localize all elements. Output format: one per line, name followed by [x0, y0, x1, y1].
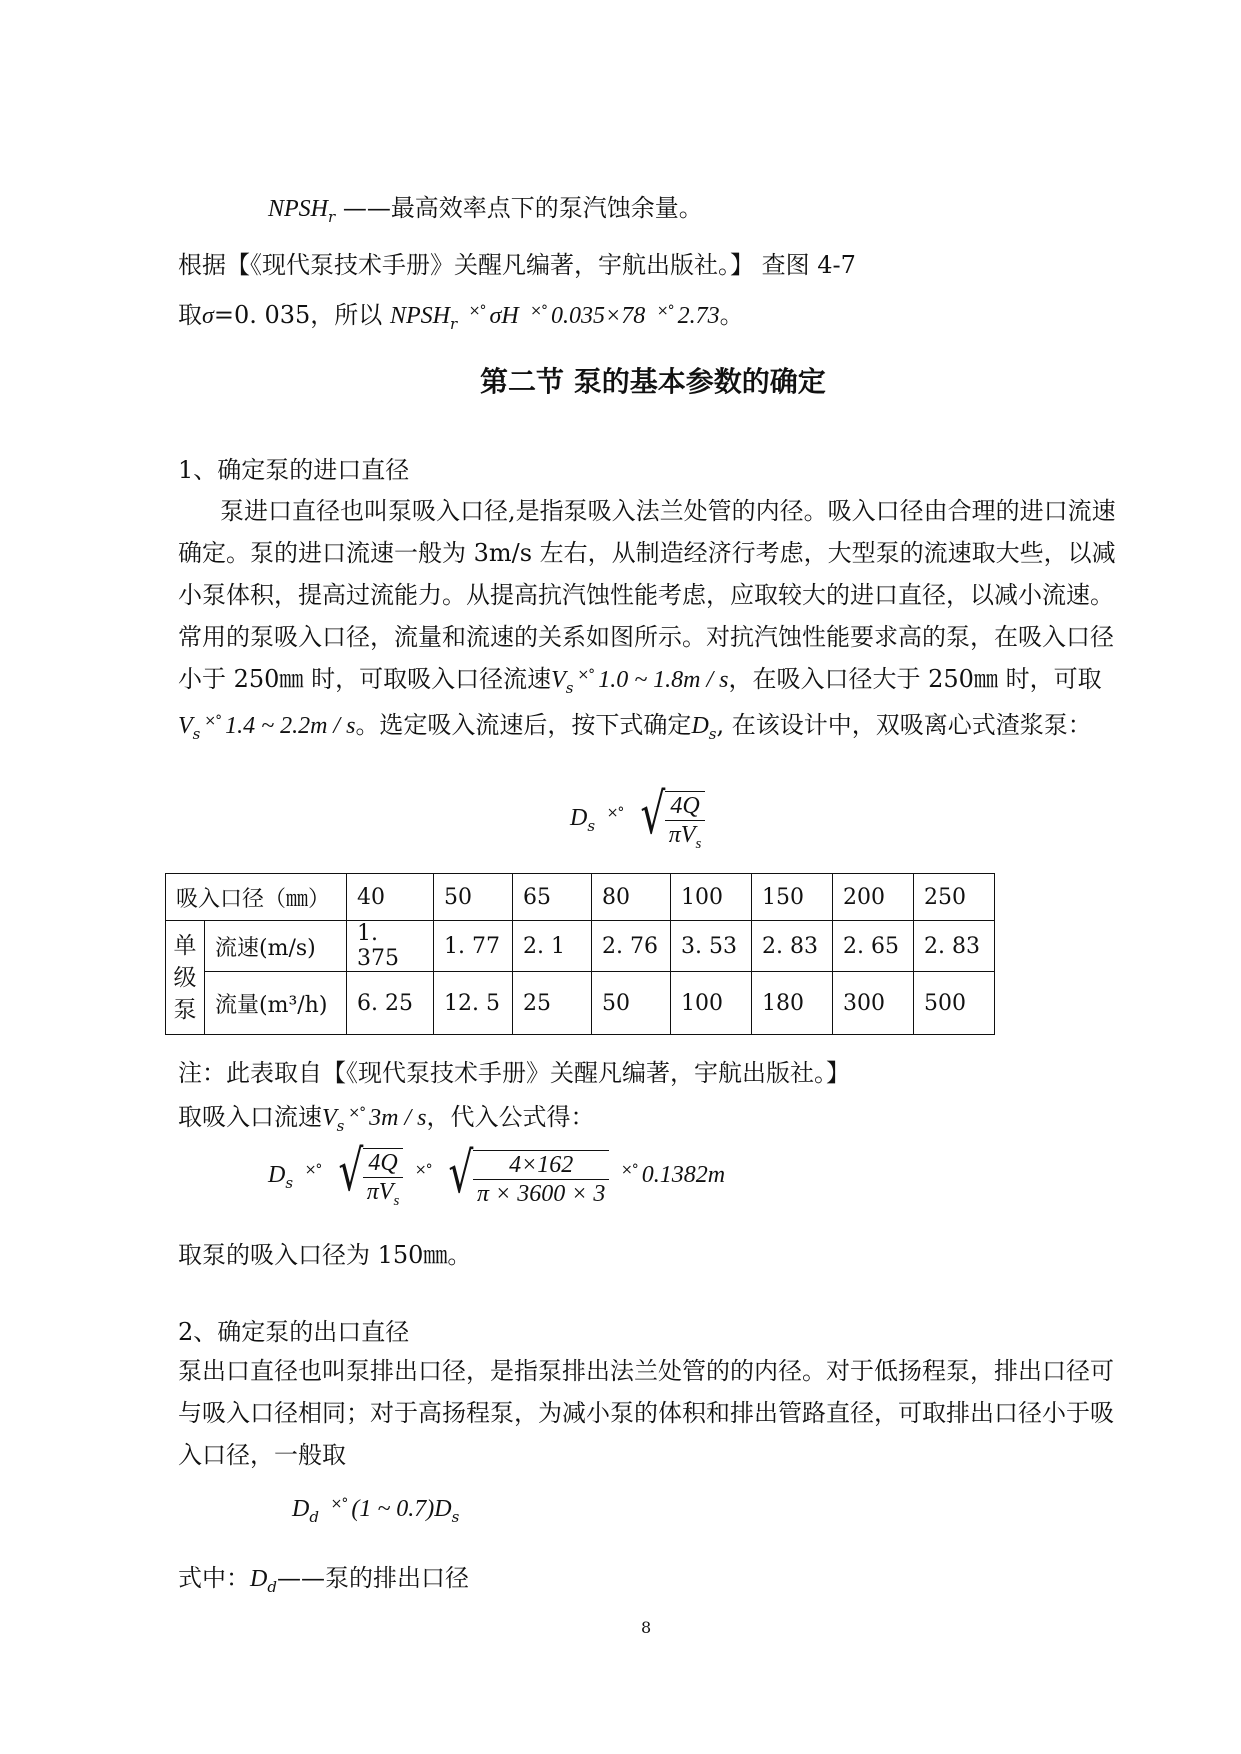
vs-subscript: s — [565, 679, 574, 697]
table-group-label: 单 级 泵 — [166, 921, 205, 1035]
formula-dd — [292, 1493, 459, 1527]
npsh-subscript-2: r — [449, 315, 458, 333]
table-cell: 12. 5 — [434, 972, 513, 1035]
fraction-numerator: 4×162 — [473, 1151, 609, 1180]
vs-symbol: V — [551, 667, 566, 693]
item2-title: 2、确定泵的出口直径 — [178, 1318, 410, 1346]
where-text: ——泵的排出口径 — [276, 1564, 469, 1592]
table-cell: 1. 77 — [434, 921, 513, 972]
table-cell: 6. 25 — [347, 972, 434, 1035]
fraction-denominator: πV — [668, 822, 696, 848]
para1-text1: 泵进口直径也叫泵吸入口径,是指泵吸入法兰处管的内径。吸入口径由合理的进口流速确定。泵的进口流速一般为 3m/s 左右，从制造经济行考虑，大型泵的流速取大些，以减小泵体积，提高过流能力。从提高抗汽蚀性能考虑，应取较大的进口直径，以减小流速。常用的泵吸入口径，流量和流速的关系如图所示。对抗汽蚀性能要求高的泵，在吸入口径小于 250㎜ 时，可取吸入口径流速 — [178, 497, 1116, 693]
table-cell: 2. 83 — [914, 921, 995, 972]
table-cell: 200 — [833, 874, 914, 921]
table-cell: 2. 1 — [513, 921, 592, 972]
reference-line: 根据【《现代泵技术手册》关醒凡编著，宇航出版社。】 查图 4-7 — [178, 251, 856, 279]
fraction-numerator: 4Q — [363, 1149, 404, 1178]
speed-range-1: 1.0 ~ 1.8m / s — [598, 667, 729, 693]
equals-glyph: ×° — [577, 667, 595, 683]
table-row — [166, 874, 995, 921]
fraction — [473, 1151, 609, 1208]
table-cell: 100 — [671, 874, 752, 921]
para1-text3: 。选定吸入流速后，按下式确定 — [355, 711, 692, 739]
take-speed-pre: 取吸入口流速 — [178, 1103, 322, 1131]
equals-glyph: ×° — [530, 303, 548, 319]
dd-symbol: D — [250, 1566, 268, 1592]
where-pre: 式中： — [178, 1564, 250, 1592]
vs-symbol-3: V — [322, 1105, 337, 1131]
table-cell: 100 — [671, 972, 752, 1035]
formula3-rhs: (1 ~ 0.7)D — [351, 1496, 452, 1522]
equals-glyph: ×° — [304, 1162, 322, 1178]
vs-subscript-3: s — [336, 1117, 345, 1135]
formula2-lhs: D — [268, 1162, 286, 1188]
table-cell: 50 — [592, 972, 671, 1035]
npsh-definition — [268, 193, 703, 226]
table-speed-label: 流速(m/s) — [205, 921, 347, 972]
table-cell: 150 — [752, 874, 833, 921]
fraction-denominator-sub: s — [393, 1193, 400, 1209]
table-row — [166, 921, 995, 972]
sqrt-sign: √ $\frac{4Q}{\pi V_s}$ — [333, 1142, 403, 1209]
formula2-result: 0.1382m — [641, 1162, 726, 1188]
sigma-line — [178, 300, 744, 334]
sigma-end: 。 — [719, 301, 744, 329]
fraction-denominator: π × 3600 × 3 — [476, 1180, 606, 1207]
table-cell: 500 — [914, 972, 995, 1035]
equals-glyph: ×° — [656, 303, 674, 319]
vs-symbol-2: V — [178, 713, 193, 739]
table-cell: 65 — [513, 874, 592, 921]
sqrt-sign: √ $\frac{4\times 162}{\pi \times 3600 \times 3}$ — [443, 1144, 609, 1208]
formula3-lhs: D — [292, 1496, 310, 1522]
table-cell: 2. 83 — [752, 921, 833, 972]
para1-text2: ，在吸入口径大于 250㎜ 时，可取 — [728, 665, 1102, 693]
sigma-pre: 取 — [178, 301, 202, 329]
sigma-symbol: σ — [202, 303, 214, 329]
npsh-definition-text: ——最高效率点下的泵汽蚀余量。 — [342, 194, 703, 222]
ds-symbol: D — [691, 713, 709, 739]
formula2-lhs-sub: s — [285, 1174, 294, 1192]
sigma-calc: 0.035×78 — [551, 303, 646, 329]
formula1-lhs: D — [570, 805, 588, 831]
equals-glyph: ×° — [330, 1496, 348, 1512]
npsh-symbol: NPSH — [268, 196, 328, 222]
equals-glyph: ×° — [468, 303, 486, 319]
page-number: 8 — [641, 1618, 652, 1637]
equals-glyph: ×° — [348, 1105, 366, 1121]
table-cell: 2. 76 — [592, 921, 671, 972]
where-line — [178, 1563, 469, 1596]
speed-range-2: 1.4 ~ 2.2m / s — [225, 713, 356, 739]
fraction — [363, 1149, 404, 1209]
table-cell: 50 — [434, 874, 513, 921]
table-header-label: 吸入口径（㎜） — [166, 874, 347, 921]
npsh-symbol-2: NPSH — [389, 303, 450, 329]
formula1-lhs-sub: s — [587, 817, 596, 835]
table-cell: 3. 53 — [671, 921, 752, 972]
formula3-rhs-sub: s — [451, 1508, 460, 1526]
take-speed-value: 3m / s — [369, 1105, 427, 1131]
take-speed-post: ，代入公式得： — [426, 1103, 595, 1131]
table-cell: 80 — [592, 874, 671, 921]
sigma-h: σH — [489, 303, 519, 329]
equals-glyph: ×° — [204, 713, 222, 729]
sigma-mid: =0. 035，所以 — [213, 301, 383, 329]
table-cell: 40 — [347, 874, 434, 921]
dd-subscript: d — [267, 1578, 277, 1596]
table-flow-label: 流量(m³/h) — [205, 972, 347, 1035]
table-row — [166, 972, 995, 1035]
fraction-denominator-sub: s — [695, 836, 702, 852]
paragraph-outlet: 泵出口直径也叫泵排出口径，是指泵排出法兰处管的的内径。对于低扬程泵，排出口径可与吸入口径相同；对于高扬程泵，为减小泵的体积和排出管路直径，可取排出口径小于吸入口径，一般取 — [178, 1357, 1114, 1469]
table-cell: 300 — [833, 972, 914, 1035]
formula3-lhs-sub: d — [309, 1508, 319, 1526]
fraction-denominator: πV — [366, 1179, 394, 1205]
table-cell: 25 — [513, 972, 592, 1035]
ds-subscript: s — [708, 725, 717, 743]
sigma-result: 2.73 — [677, 303, 720, 329]
equals-glyph: ×° — [606, 805, 624, 821]
sqrt-sign: √ $\frac{4Q}{\pi V_s}$ — [635, 785, 705, 852]
vs-subscript-2: s — [192, 725, 201, 743]
formula-ds — [570, 782, 705, 852]
equals-glyph: ×° — [414, 1162, 432, 1178]
section-title: 第二节 泵的基本参数的确定 — [480, 365, 826, 398]
table-cell: 180 — [752, 972, 833, 1035]
table-note: 注：此表取自【《现代泵技术手册》关醒凡编著，宇航出版社。】 — [178, 1059, 850, 1087]
equals-glyph: ×° — [621, 1162, 638, 1178]
diameter-speed-flow-table — [165, 873, 995, 1035]
take-speed-line — [178, 1102, 594, 1136]
npsh-subscript: r — [328, 208, 336, 226]
table-cell: 2. 65 — [833, 921, 914, 972]
table-cell: 250 — [914, 874, 995, 921]
para1-text4: , 在该设计中，双吸离心式渣浆泵： — [716, 711, 1092, 739]
paragraph-inlet — [178, 490, 1118, 750]
fraction-numerator: 4Q — [665, 792, 706, 821]
item1-title: 1、确定泵的进口直径 — [178, 456, 410, 484]
take-diameter: 取泵的吸入口径为 150㎜。 — [178, 1241, 472, 1269]
table-cell: 1. 375 — [347, 921, 434, 972]
fraction — [665, 792, 706, 852]
formula-ds-calc — [268, 1139, 726, 1209]
